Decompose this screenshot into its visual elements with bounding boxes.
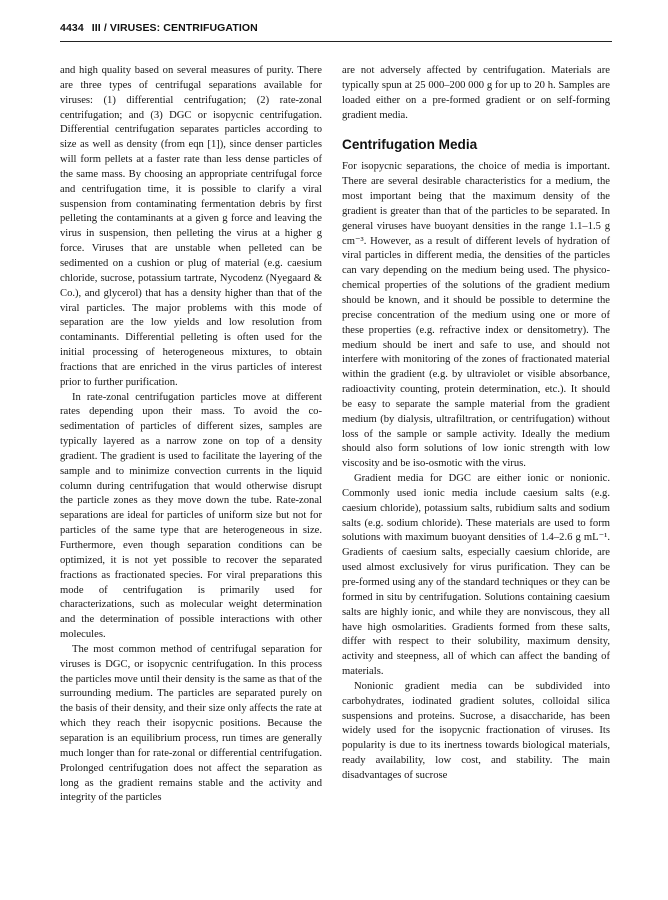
running-header — [60, 22, 612, 34]
right-column — [342, 64, 610, 784]
left-column — [60, 64, 322, 806]
body-paragraph: Gradient media for DGC are either ionic or nonionic. Commonly used ionic media include caesium salts (e.g. caesium chloride), potassium salts, rubidium salts and sodium salts (e.g. sodium chloride). These materials are used to form solutions with maximum buoyant densities of 1.4–2.6 g mL⁻¹. Gradients of caesium salts, especially caesium chloride, are used almost exclusively for virus purification. They can be pre-formed using any of the standard techniques or they can be formed in situ by centrifugation. Solutions containing caesium salts are highly ionic, and while they are nonviscous, they all have high osmolarities. Gradients formed from these salts, differ with respect to their solubility, maximum density, activity and steepness, all of which can affect the banding of materials. — [342, 473, 610, 678]
page-number: 4434 — [60, 22, 84, 34]
body-paragraph: Nonionic gradient media can be subdivided into carbohydrates, iodinated gradient solutes, colloidal silica suspensions and proteins. Sucrose, a disaccharide, has been widely used for the isopycnic fractionation of viruses. Its popularity is due to its inertness towards biological materials, ready availability, low cost, and stability. The main disadvantages of sucrose — [342, 680, 610, 781]
body-paragraph: For isopycnic separations, the choice of media is important. There are several desirable characteristics for a medium, the most important being that the maximum density of the gradient is greater than that of the particles to be separated. In general viruses have buoyant densities in the range 1.1–1.5 g cm⁻³. However, as a result of different levels of hydration of viral particles in different media, the densities of the particles can vary depending on the medium being used. The physico-chemical properties of the solutions of the gradient medium should be known, and it should be possible to determine the precise concentration of the medium using one or more of these properties (e.g. refractive index or densitometry). The medium should be inert and safe to use, and should not interfere with monitoring of the zones of fractionated material within the gradient (e.g. by ultraviolet or visible absorbance, radioactivity counting, protein determination, etc.). It should be easy to separate the sample material from the gradient medium (by dialysis, ultrafiltration, or centrifugation) without loss of the sample or sample activity. Ideally the medium should also form solutions of low ionic strength with low viscosity and be iso-osmotic with the virus. — [342, 161, 610, 470]
body-paragraph: and high quality based on several measures of purity. There are three types of centrifugal separations available for viruses: (1) differential centrifugation; (2) rate-zonal centrifugation; and (3) DGC or isopycnic centrifugation. Differential centrifugation separates particles according to size as well as density (from eqn [1]), since denser particles will form pellets at a faster rate than less dense particles of the same mass. By choosing an appropriate centrifugal force and centrifugation time, it is possible to clarify a viral suspension from contaminating fermentation debris by first pelleting the contaminants at a given g force and leaving the virus in suspension, then pelleting the virus at a higher g force. Viruses that are unstable when pelleted can be sedimented on a cushion or plug of material (e.g. caesium chloride, sucrose, potassium tartrate, Nycodenz (Nyegaard & Co.), and glycerol) that has a density higher than that of the viral particles. The major problems with this mode of separation are the low yields and low resolution from contaminants. Differential pelleting is often used for the initial processing of heterogeneous mixtures, to obtain fractions that are enriched in the virus particles of interest prior to further purification. — [60, 65, 322, 388]
body-paragraph: The most common method of centrifugal separation for viruses is DGC, or isopycnic centrifugation. In this process the particles move until their density is the same as that of the surrounding medium. The particles are separated purely on the basis of their density, and their size only affects the rate at which they reach their isopycnic positions. Because the separation is an equilibrium process, run times are generally much longer than for rate-zonal or differential centrifugation. Prolonged centrifugation does not affect the separation as long as the gradient remains stable and the activity and integrity of the particles — [60, 643, 322, 804]
section-heading: Centrifugation Media — [342, 137, 478, 153]
header-rule — [60, 41, 612, 42]
running-title: III / VIRUSES: CENTRIFUGATION — [91, 22, 258, 34]
body-paragraph: In rate-zonal centrifugation particles move at different rates depending upon their mass. To avoid the co-sedimentation of particles of different sizes, samples are typically layered as a narrow zone on top of a density gradient. The gradient is used to facilitate the layering of the sample and to minimize convection currents in the liquid column during centrifugation that would otherwise disrupt the particle zones as they move down the tube. Rate-zonal separations are ideal for particles of uniform size but not for particles of the same type that are heterogeneous in size. Furthermore, even though separation conditions can be optimized, it is not yet possible to recover the separated fractions as fractionated species. For viral preparations this mode of centrifugation is primarily used for characterizations, such as molecular weight determination and the determination of possible interactions with other molecules. — [60, 391, 322, 641]
body-paragraph: are not adversely affected by centrifugation. Materials are typically spun at 25 000–200 000 g for up to 20 h. Samples are loaded either on a pre-formed gradient or on self-forming gradient media. — [342, 65, 610, 121]
